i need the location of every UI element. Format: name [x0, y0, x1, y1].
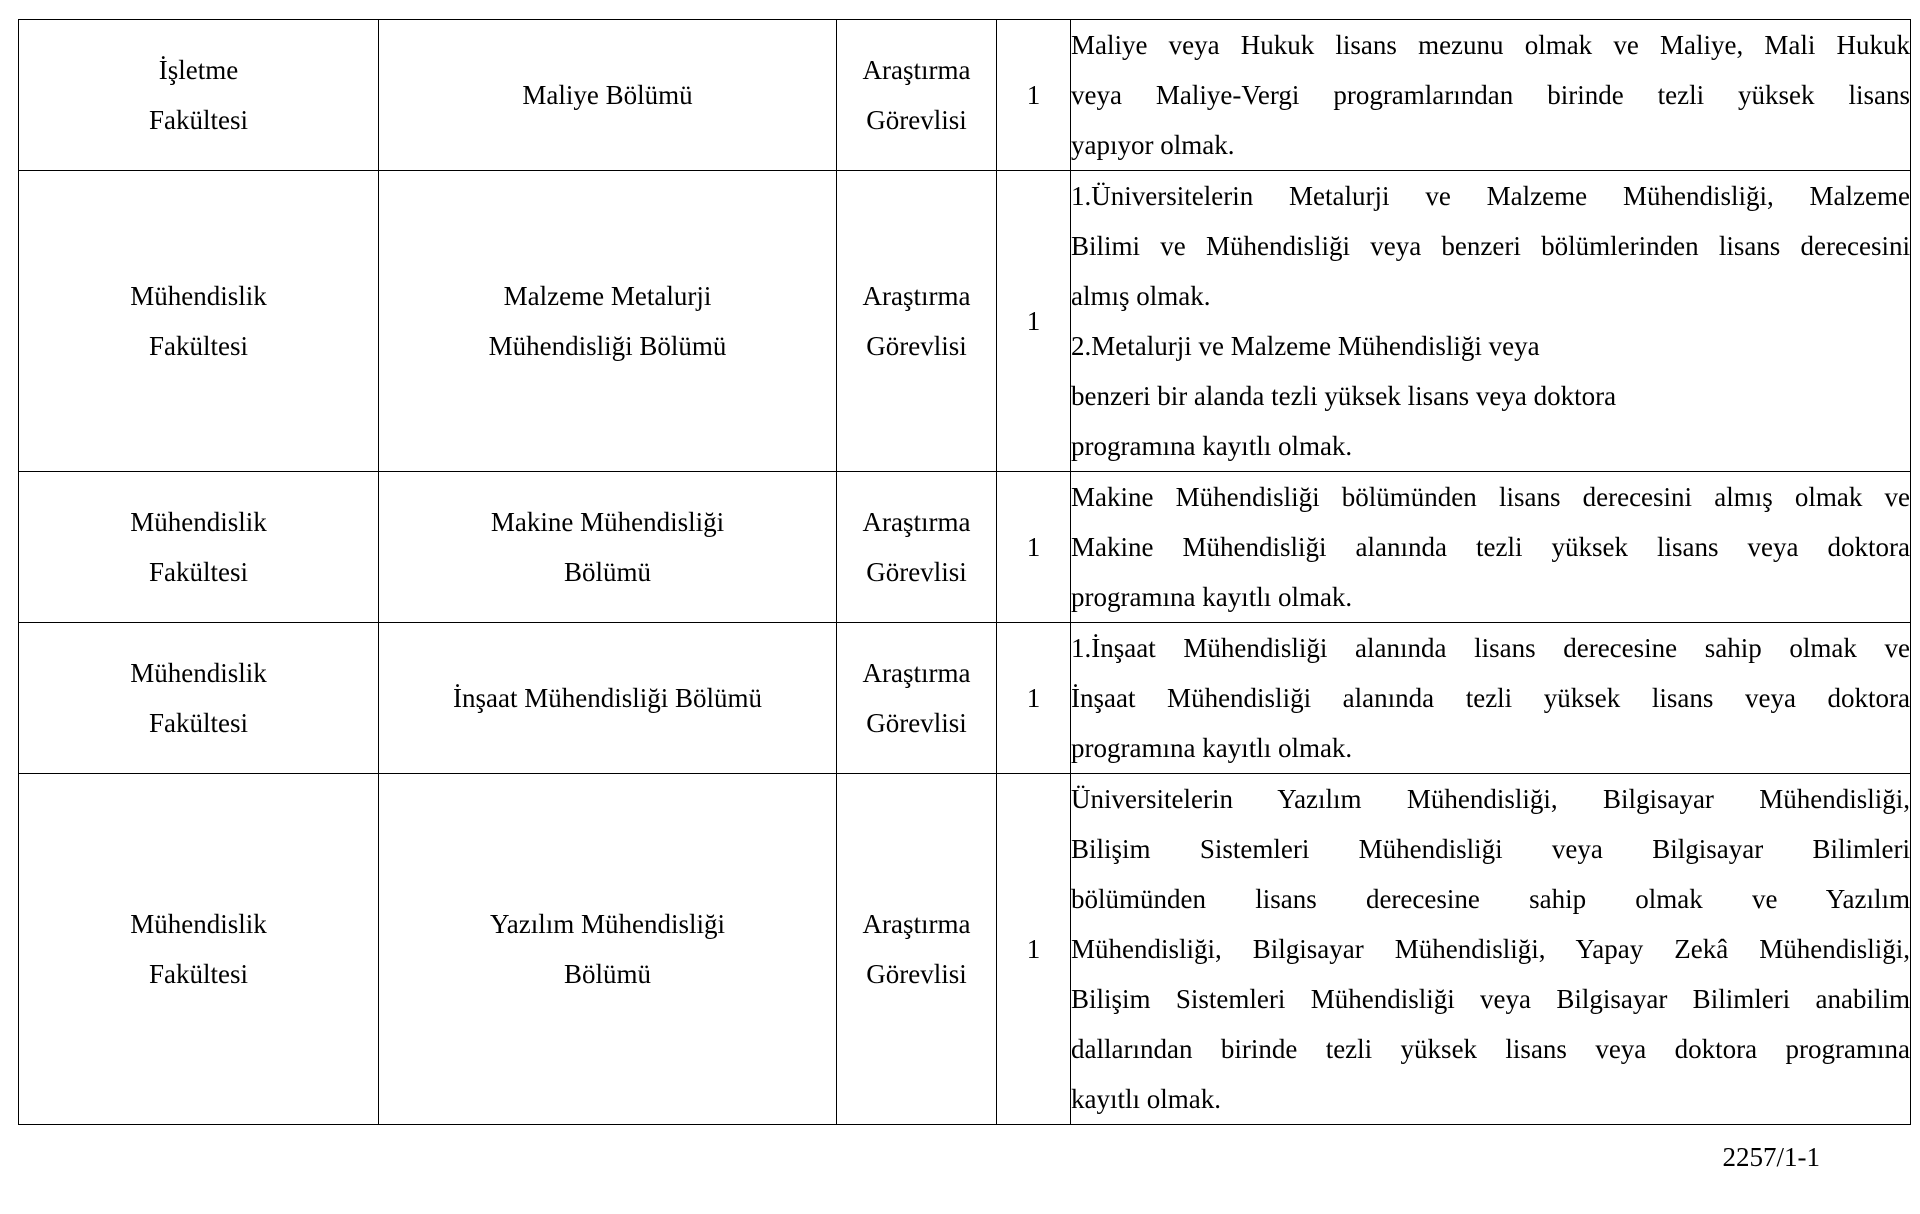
faculty-cell: [19, 472, 379, 623]
requirements-cell: [1071, 774, 1911, 1125]
position-count-cell: [997, 171, 1071, 472]
requirement-line: bölümünden lisans derecesine sahip olmak ve Yazılım: [1071, 884, 1910, 914]
requirement-line: Maliye veya Hukuk lisans mezunu olmak ve Maliye, Mali Hukuk: [1071, 30, 1910, 60]
position-count-cell-value: 1: [1026, 532, 1041, 562]
position-count-cell-value: 1: [1026, 683, 1041, 713]
faculty-cell-line: Fakültesi: [149, 557, 248, 587]
position-title-cell-line: Görevlisi: [866, 331, 967, 361]
position-title-cell-line: Araştırma: [862, 55, 971, 85]
table-row: [19, 623, 1911, 774]
position-title-cell-line: Araştırma: [862, 658, 971, 688]
requirement-line: yapıyor olmak.: [1071, 130, 1235, 160]
faculty-cell-line: İşletme: [158, 55, 239, 85]
requirement-line: Bilişim Sistemleri Mühendisliği veya Bilgisayar Bilimleri anabilim: [1071, 984, 1910, 1014]
requirements-cell: [1071, 20, 1911, 171]
position-count-cell-value: 1: [1026, 80, 1041, 110]
requirement-line: 2.Metalurji ve Malzeme Mühendisliği veya: [1071, 331, 1540, 361]
position-title-cell-line: Görevlisi: [866, 959, 967, 989]
faculty-cell-line: Fakültesi: [149, 105, 248, 135]
position-count-cell-value: 1: [1026, 306, 1041, 336]
department-cell: [379, 774, 837, 1125]
department-cell: [379, 623, 837, 774]
position-title-cell-line: Araştırma: [862, 909, 971, 939]
faculty-cell-line: Mühendislik: [130, 658, 267, 688]
department-cell: [379, 20, 837, 171]
faculty-cell-line: Fakültesi: [149, 331, 248, 361]
position-count-cell: [997, 472, 1071, 623]
requirement-line: kayıtlı olmak.: [1071, 1084, 1221, 1114]
department-cell-line: Maliye Bölümü: [522, 80, 693, 110]
requirement-line: Mühendisliği, Bilgisayar Mühendisliği, Yapay Zekâ Mühendisliği,: [1071, 934, 1910, 964]
requirement-line: programına kayıtlı olmak.: [1071, 431, 1353, 461]
department-cell-line: Makine Mühendisliği: [490, 507, 725, 537]
position-title-cell: [837, 774, 997, 1125]
department-cell: [379, 171, 837, 472]
positions-table: [18, 19, 1911, 1125]
position-title-cell-line: Araştırma: [862, 281, 971, 311]
faculty-cell: [19, 20, 379, 171]
requirement-line: 1.Üniversitelerin Metalurji ve Malzeme Mühendisliği, Malzeme: [1071, 181, 1910, 211]
department-cell-line: Malzeme Metalurji: [503, 281, 712, 311]
faculty-cell-line: Mühendislik: [130, 507, 267, 537]
department-cell-line: Bölümü: [563, 959, 651, 989]
department-cell-line: Yazılım Mühendisliği: [489, 909, 726, 939]
position-title-cell: [837, 623, 997, 774]
requirement-line: benzeri bir alanda tezli yüksek lisans veya doktora: [1071, 381, 1617, 411]
positions-table-body: [19, 20, 1911, 1125]
faculty-cell-line: Fakültesi: [149, 708, 248, 738]
table-row: [19, 171, 1911, 472]
faculty-cell: [19, 623, 379, 774]
requirements-cell: [1071, 623, 1911, 774]
position-title-cell-line: Görevlisi: [866, 105, 967, 135]
faculty-cell: [19, 774, 379, 1125]
requirement-line: Makine Mühendisliği alanında tezli yüksek lisans veya doktora: [1071, 532, 1910, 562]
position-count-cell: [997, 20, 1071, 171]
faculty-cell-line: Mühendislik: [130, 281, 267, 311]
document-code: 2257/1-1: [1722, 1142, 1820, 1172]
requirement-line: İnşaat Mühendisliği alanında tezli yüksek lisans veya doktora: [1071, 683, 1910, 713]
requirement-line: Makine Mühendisliği bölümünden lisans derecesini almış olmak ve: [1071, 482, 1910, 512]
faculty-cell-line: Fakültesi: [149, 959, 248, 989]
position-title-cell: [837, 20, 997, 171]
requirement-line: veya Maliye-Vergi programlarından birinde tezli yüksek lisans: [1071, 80, 1910, 110]
requirement-line: programına kayıtlı olmak.: [1071, 582, 1353, 612]
table-row: [19, 20, 1911, 171]
position-title-cell-line: Görevlisi: [866, 557, 967, 587]
position-count-cell: [997, 774, 1071, 1125]
table-row: [19, 472, 1911, 623]
requirement-line: programına kayıtlı olmak.: [1071, 733, 1353, 763]
position-count-cell-value: 1: [1026, 934, 1041, 964]
requirement-line: Üniversitelerin Yazılım Mühendisliği, Bilgisayar Mühendisliği,: [1071, 784, 1910, 814]
position-title-cell-line: Araştırma: [862, 507, 971, 537]
requirements-cell: [1071, 171, 1911, 472]
department-cell: [379, 472, 837, 623]
faculty-cell: [19, 171, 379, 472]
position-title-cell: [837, 171, 997, 472]
position-title-cell-line: Görevlisi: [866, 708, 967, 738]
department-cell-line: Bölümü: [563, 557, 651, 587]
requirement-line: Bilişim Sistemleri Mühendisliği veya Bilgisayar Bilimleri: [1071, 834, 1910, 864]
requirement-line: dallarından birinde tezli yüksek lisans veya doktora programına: [1071, 1034, 1910, 1064]
department-cell-line: İnşaat Mühendisliği Bölümü: [453, 683, 762, 713]
requirement-line: Bilimi ve Mühendisliği veya benzeri bölümlerinden lisans derecesini: [1071, 231, 1910, 261]
requirements-cell: [1071, 472, 1911, 623]
position-title-cell: [837, 472, 997, 623]
position-count-cell: [997, 623, 1071, 774]
table-row: [19, 774, 1911, 1125]
faculty-cell-line: Mühendislik: [130, 909, 267, 939]
requirement-line: almış olmak.: [1071, 281, 1211, 311]
department-cell-line: Mühendisliği Bölümü: [488, 331, 727, 361]
requirement-line: 1.İnşaat Mühendisliği alanında lisans derecesine sahip olmak ve: [1071, 633, 1910, 663]
